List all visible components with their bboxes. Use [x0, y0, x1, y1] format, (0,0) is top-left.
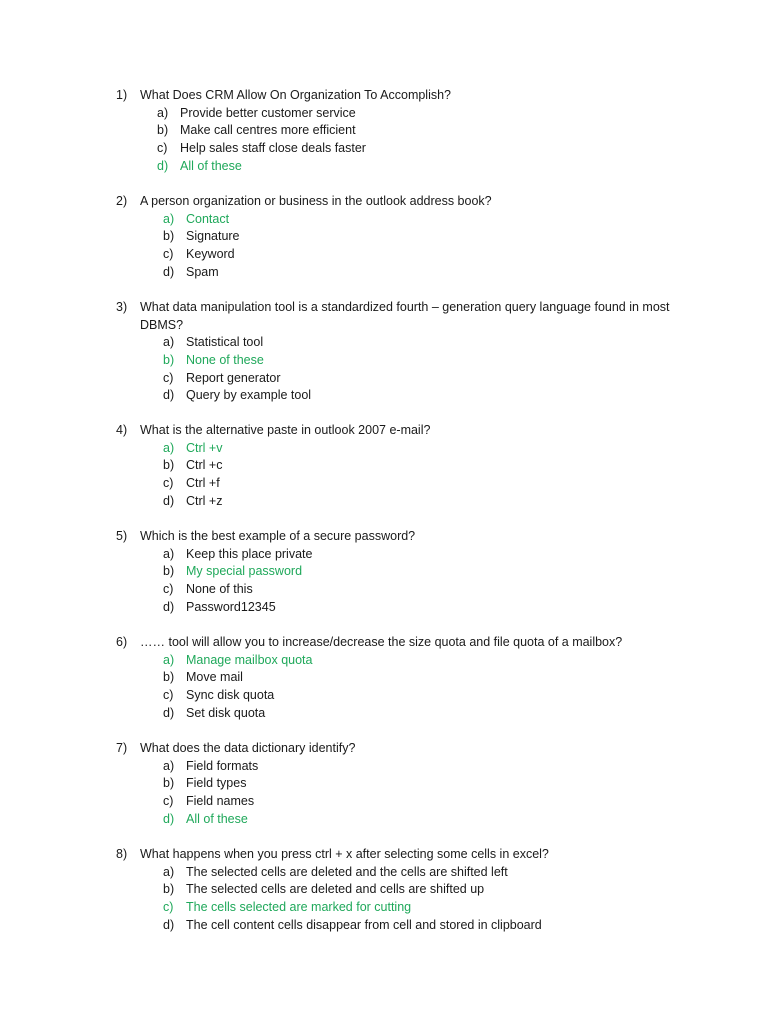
option-b-correct-answer — [0, 352, 768, 370]
question-text: What data manipulation tool is a standardized fourth – generation query language found in most DBMS? — [140, 300, 670, 332]
question-7 — [0, 740, 768, 828]
question-text: What does the data dictionary identify? — [140, 741, 356, 755]
option-letter: b) — [163, 458, 175, 473]
option-text: None of this — [186, 582, 253, 597]
question-number: 2) — [116, 194, 128, 208]
option-d — [0, 705, 768, 723]
question-4 — [0, 422, 768, 510]
option-text: Field formats — [186, 758, 259, 773]
option-a-correct-answer — [0, 652, 768, 670]
option-letter: d) — [157, 158, 169, 173]
option-letter: d) — [163, 811, 175, 826]
question-1 — [0, 87, 768, 175]
option-letter: b) — [157, 123, 169, 138]
question-1-header — [0, 87, 768, 105]
option-d — [0, 387, 768, 405]
option-text: Make call centres more efficient — [180, 123, 356, 138]
question-2 — [0, 193, 768, 281]
question-number: 6) — [116, 635, 128, 649]
option-text: Ctrl +z — [186, 493, 223, 508]
option-letter: c) — [163, 247, 174, 262]
option-c — [0, 246, 768, 264]
option-d — [0, 264, 768, 282]
option-text: Report generator — [186, 370, 281, 385]
option-letter: a) — [157, 105, 169, 120]
option-letter: a) — [163, 440, 175, 455]
question-text: …… tool will allow you to increase/decrease the size quota and file quota of a mailbox? — [140, 635, 623, 649]
question-3-header — [0, 299, 768, 334]
option-letter: c) — [163, 476, 174, 491]
question-number: 1) — [116, 88, 128, 102]
question-5-header — [0, 528, 768, 546]
question-number: 8) — [116, 847, 128, 861]
option-letter: c) — [163, 370, 174, 385]
option-text: Field types — [186, 776, 247, 791]
option-letter: d) — [163, 493, 175, 508]
question-text: A person organization or business in the outlook address book? — [140, 194, 492, 208]
option-text: Manage mailbox quota — [186, 652, 313, 667]
option-letter: a) — [163, 335, 175, 350]
option-text: Password12345 — [186, 599, 276, 614]
question-number: 5) — [116, 529, 128, 543]
option-c — [0, 140, 768, 158]
option-b-correct-answer — [0, 563, 768, 581]
question-number: 4) — [116, 423, 128, 437]
option-text: Help sales staff close deals faster — [180, 141, 366, 156]
option-letter: b) — [163, 776, 175, 791]
option-c-correct-answer — [0, 899, 768, 917]
option-text: The cells selected are marked for cutting — [186, 900, 412, 915]
option-text: Ctrl +v — [186, 440, 223, 455]
question-6 — [0, 634, 768, 722]
option-d — [0, 493, 768, 511]
option-text: Provide better customer service — [180, 105, 356, 120]
option-letter: b) — [163, 882, 175, 897]
option-text: Field names — [186, 794, 255, 809]
option-d-correct-answer — [0, 811, 768, 829]
option-text: Signature — [186, 229, 240, 244]
question-8 — [0, 846, 768, 934]
option-text: Keyword — [186, 247, 235, 262]
option-a-correct-answer — [0, 440, 768, 458]
option-letter: a) — [163, 546, 175, 561]
option-letter: d) — [163, 705, 175, 720]
option-text: All of these — [186, 811, 248, 826]
option-a — [0, 546, 768, 564]
option-letter: b) — [163, 564, 175, 579]
question-8-header — [0, 846, 768, 864]
option-letter: c) — [157, 141, 168, 156]
option-text: The cell content cells disappear from cell and stored in clipboard — [186, 917, 542, 932]
option-c — [0, 475, 768, 493]
option-c — [0, 370, 768, 388]
question-4-header — [0, 422, 768, 440]
question-number: 7) — [116, 741, 128, 755]
question-5 — [0, 528, 768, 616]
option-b — [0, 881, 768, 899]
option-text: My special password — [186, 564, 303, 579]
option-c — [0, 687, 768, 705]
option-letter: a) — [163, 758, 175, 773]
question-text: What Does CRM Allow On Organization To Accomplish? — [140, 88, 452, 102]
option-text: Sync disk quota — [186, 688, 275, 703]
option-text: All of these — [180, 158, 242, 173]
option-letter: d) — [163, 264, 175, 279]
option-text: Set disk quota — [186, 705, 266, 720]
option-b — [0, 122, 768, 140]
option-letter: c) — [163, 688, 174, 703]
question-6-header — [0, 634, 768, 652]
question-3 — [0, 299, 768, 405]
option-d — [0, 599, 768, 617]
option-text: Contact — [186, 211, 230, 226]
question-text: What happens when you press ctrl + x after selecting some cells in excel? — [140, 847, 549, 861]
question-number: 3) — [116, 300, 128, 314]
option-letter: a) — [163, 864, 175, 879]
option-letter: c) — [163, 794, 174, 809]
option-letter: d) — [163, 599, 175, 614]
option-a — [0, 105, 768, 123]
option-letter: c) — [163, 900, 174, 915]
option-b — [0, 775, 768, 793]
question-7-header — [0, 740, 768, 758]
option-c — [0, 793, 768, 811]
option-text: Query by example tool — [186, 388, 312, 403]
option-letter: b) — [163, 353, 175, 368]
option-text: Ctrl +c — [186, 458, 223, 473]
option-a-correct-answer — [0, 211, 768, 229]
option-a — [0, 758, 768, 776]
option-a — [0, 864, 768, 882]
option-text: The selected cells are deleted and the cells are shifted left — [186, 864, 508, 879]
question-text: What is the alternative paste in outlook 2007 e-mail? — [140, 423, 431, 437]
option-letter: d) — [163, 917, 175, 932]
option-b — [0, 228, 768, 246]
option-d — [0, 917, 768, 935]
question-2-header — [0, 193, 768, 211]
option-letter: b) — [163, 229, 175, 244]
option-letter: c) — [163, 582, 174, 597]
option-text: Ctrl +f — [186, 476, 220, 491]
option-b — [0, 457, 768, 475]
option-text: Move mail — [186, 670, 243, 685]
option-a — [0, 334, 768, 352]
option-text: Statistical tool — [186, 335, 264, 350]
option-letter: a) — [163, 211, 175, 226]
option-c — [0, 581, 768, 599]
option-letter: d) — [163, 388, 175, 403]
option-d-correct-answer — [0, 158, 768, 176]
option-letter: a) — [163, 652, 175, 667]
question-text: Which is the best example of a secure password? — [140, 529, 416, 543]
option-text: Keep this place private — [186, 546, 313, 561]
option-text: The selected cells are deleted and cells are shifted up — [186, 882, 485, 897]
option-text: None of these — [186, 353, 264, 368]
option-text: Spam — [186, 264, 219, 279]
option-letter: b) — [163, 670, 175, 685]
option-b — [0, 669, 768, 687]
